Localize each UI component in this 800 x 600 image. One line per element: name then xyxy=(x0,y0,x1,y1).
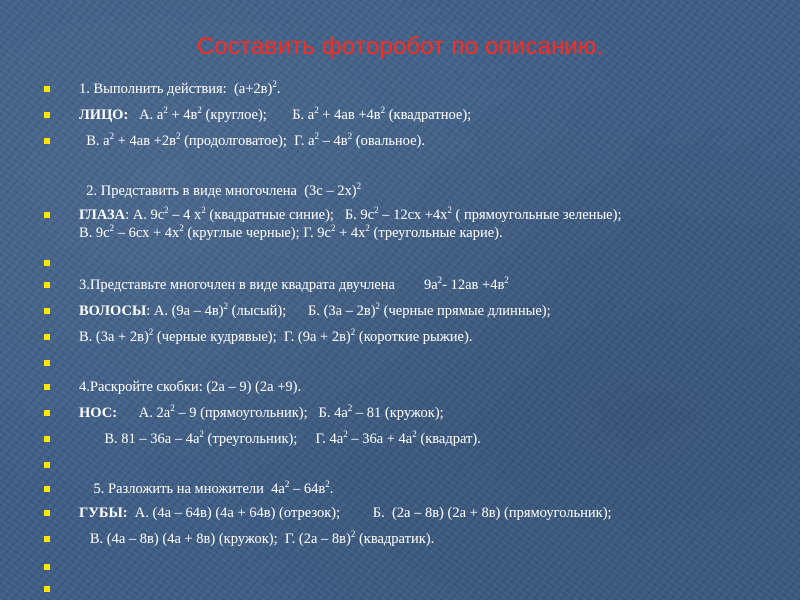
task-3-text: 3.Представьте многочлен в виде квадрата двучлена $9а^2-$ $12ав +4в^2$ xyxy=(79,275,509,293)
nose-options-line-1: НОС: А. $2а^2 - 9$ (прямоугольник); Б. $4а^2 - 81$ (кружок); xyxy=(79,403,444,421)
list-item xyxy=(0,530,800,552)
lips-options-line-1: ГУБЫ: А. (4а – 64в) (4а + 64в) (отрезок); Б. (2а – 8в) (2а + 8в) (прямоугольник); xyxy=(79,505,612,521)
bullet-icon xyxy=(44,86,50,92)
list-item xyxy=(0,106,800,128)
face-options-line-2: В. $а^2 + 4ав +2в^2$ (продолговатое); Г. $а^2 - 4в^2$ (овальное). xyxy=(79,131,426,149)
bullet-icon xyxy=(44,462,50,468)
face-options-line-1: ЛИЦО: А. $а^2 + 4в^2$ (круглое); Б. $а^2 + 4ав +4в^2$ (квадратное); xyxy=(79,105,472,123)
list-item xyxy=(0,504,800,526)
list-item xyxy=(0,254,800,276)
bullet-icon xyxy=(44,564,50,570)
bullet-icon xyxy=(44,486,50,492)
list-item xyxy=(0,558,800,580)
bullet-icon xyxy=(44,536,50,542)
bullet-icon xyxy=(44,410,50,416)
bullet-icon xyxy=(44,510,50,516)
list-item xyxy=(0,404,800,426)
hair-options-line-2: В. $(3а + 2в)^2$ (черные кудрявые); Г. $(9а + 2в)^2$ (короткие рыжие). xyxy=(79,327,473,345)
list-item xyxy=(0,276,800,298)
list-item xyxy=(0,80,800,102)
list-item xyxy=(0,182,800,204)
eyes-options-line-2: В. $9с^2 - 6сх + 4х^2$ (круглые черные); Г. $9с^2 + 4х^2$ (треугольные карие). xyxy=(79,223,503,241)
list-item xyxy=(0,206,800,246)
page-title: Составить фоторобот по описанию. xyxy=(196,33,604,60)
bullet-icon xyxy=(44,212,50,218)
lips-options-line-2: В. (4а – 8в) (4а + 8в) (кружок); Г. (2а – 8в)$^2$ (квадратик). xyxy=(79,529,435,547)
bullet-icon xyxy=(44,112,50,118)
list-item xyxy=(0,302,800,324)
list-item xyxy=(0,132,800,154)
bullet-icon xyxy=(44,282,50,288)
list-item xyxy=(0,430,800,452)
bullet-icon xyxy=(44,360,50,366)
bullet-icon xyxy=(44,384,50,390)
list-item xyxy=(0,580,800,600)
bullet-icon xyxy=(44,436,50,442)
list-item xyxy=(0,480,800,502)
bullet-icon xyxy=(44,586,50,592)
list-item xyxy=(0,456,800,478)
task-1-text: 1. Выполнить действия: $(а+2в)^2$. xyxy=(79,79,281,97)
list-item xyxy=(0,354,800,376)
bullet-icon xyxy=(44,260,50,266)
list-item xyxy=(0,378,800,400)
bullet-icon xyxy=(44,138,50,144)
task-4-text: 4.Раскройте скобки: (2а – 9) (2а +9). xyxy=(79,379,302,395)
task-2-text: 2. Представить в виде многочлена (3с – 2х)$^2$ xyxy=(79,181,362,199)
task-5-text: 5. Разложить на множители $4а^2 - 64в^2$. xyxy=(79,479,334,497)
hair-options-line-1: ВОЛОСЫ: А. (9а – 4в)$^2$ (лысый); Б. (3а – 2в)$^2$ (черные прямые длинные); xyxy=(79,301,551,319)
list-item xyxy=(0,328,800,350)
eyes-options-line-1: ГЛАЗА: А. $9с^2 - 4$ $х^2$ (квадратные синие); Б. $9с^2 - 12сх +4х^2$ ( прямоугольные зеленые); xyxy=(79,205,622,223)
nose-options-line-2: В. $81 - 36а - 4а^2$ (треугольник); Г. $4а^2 - 36а + 4а^2$ (квадрат). xyxy=(79,429,481,447)
bullet-icon xyxy=(44,308,50,314)
bullet-icon xyxy=(44,334,50,340)
